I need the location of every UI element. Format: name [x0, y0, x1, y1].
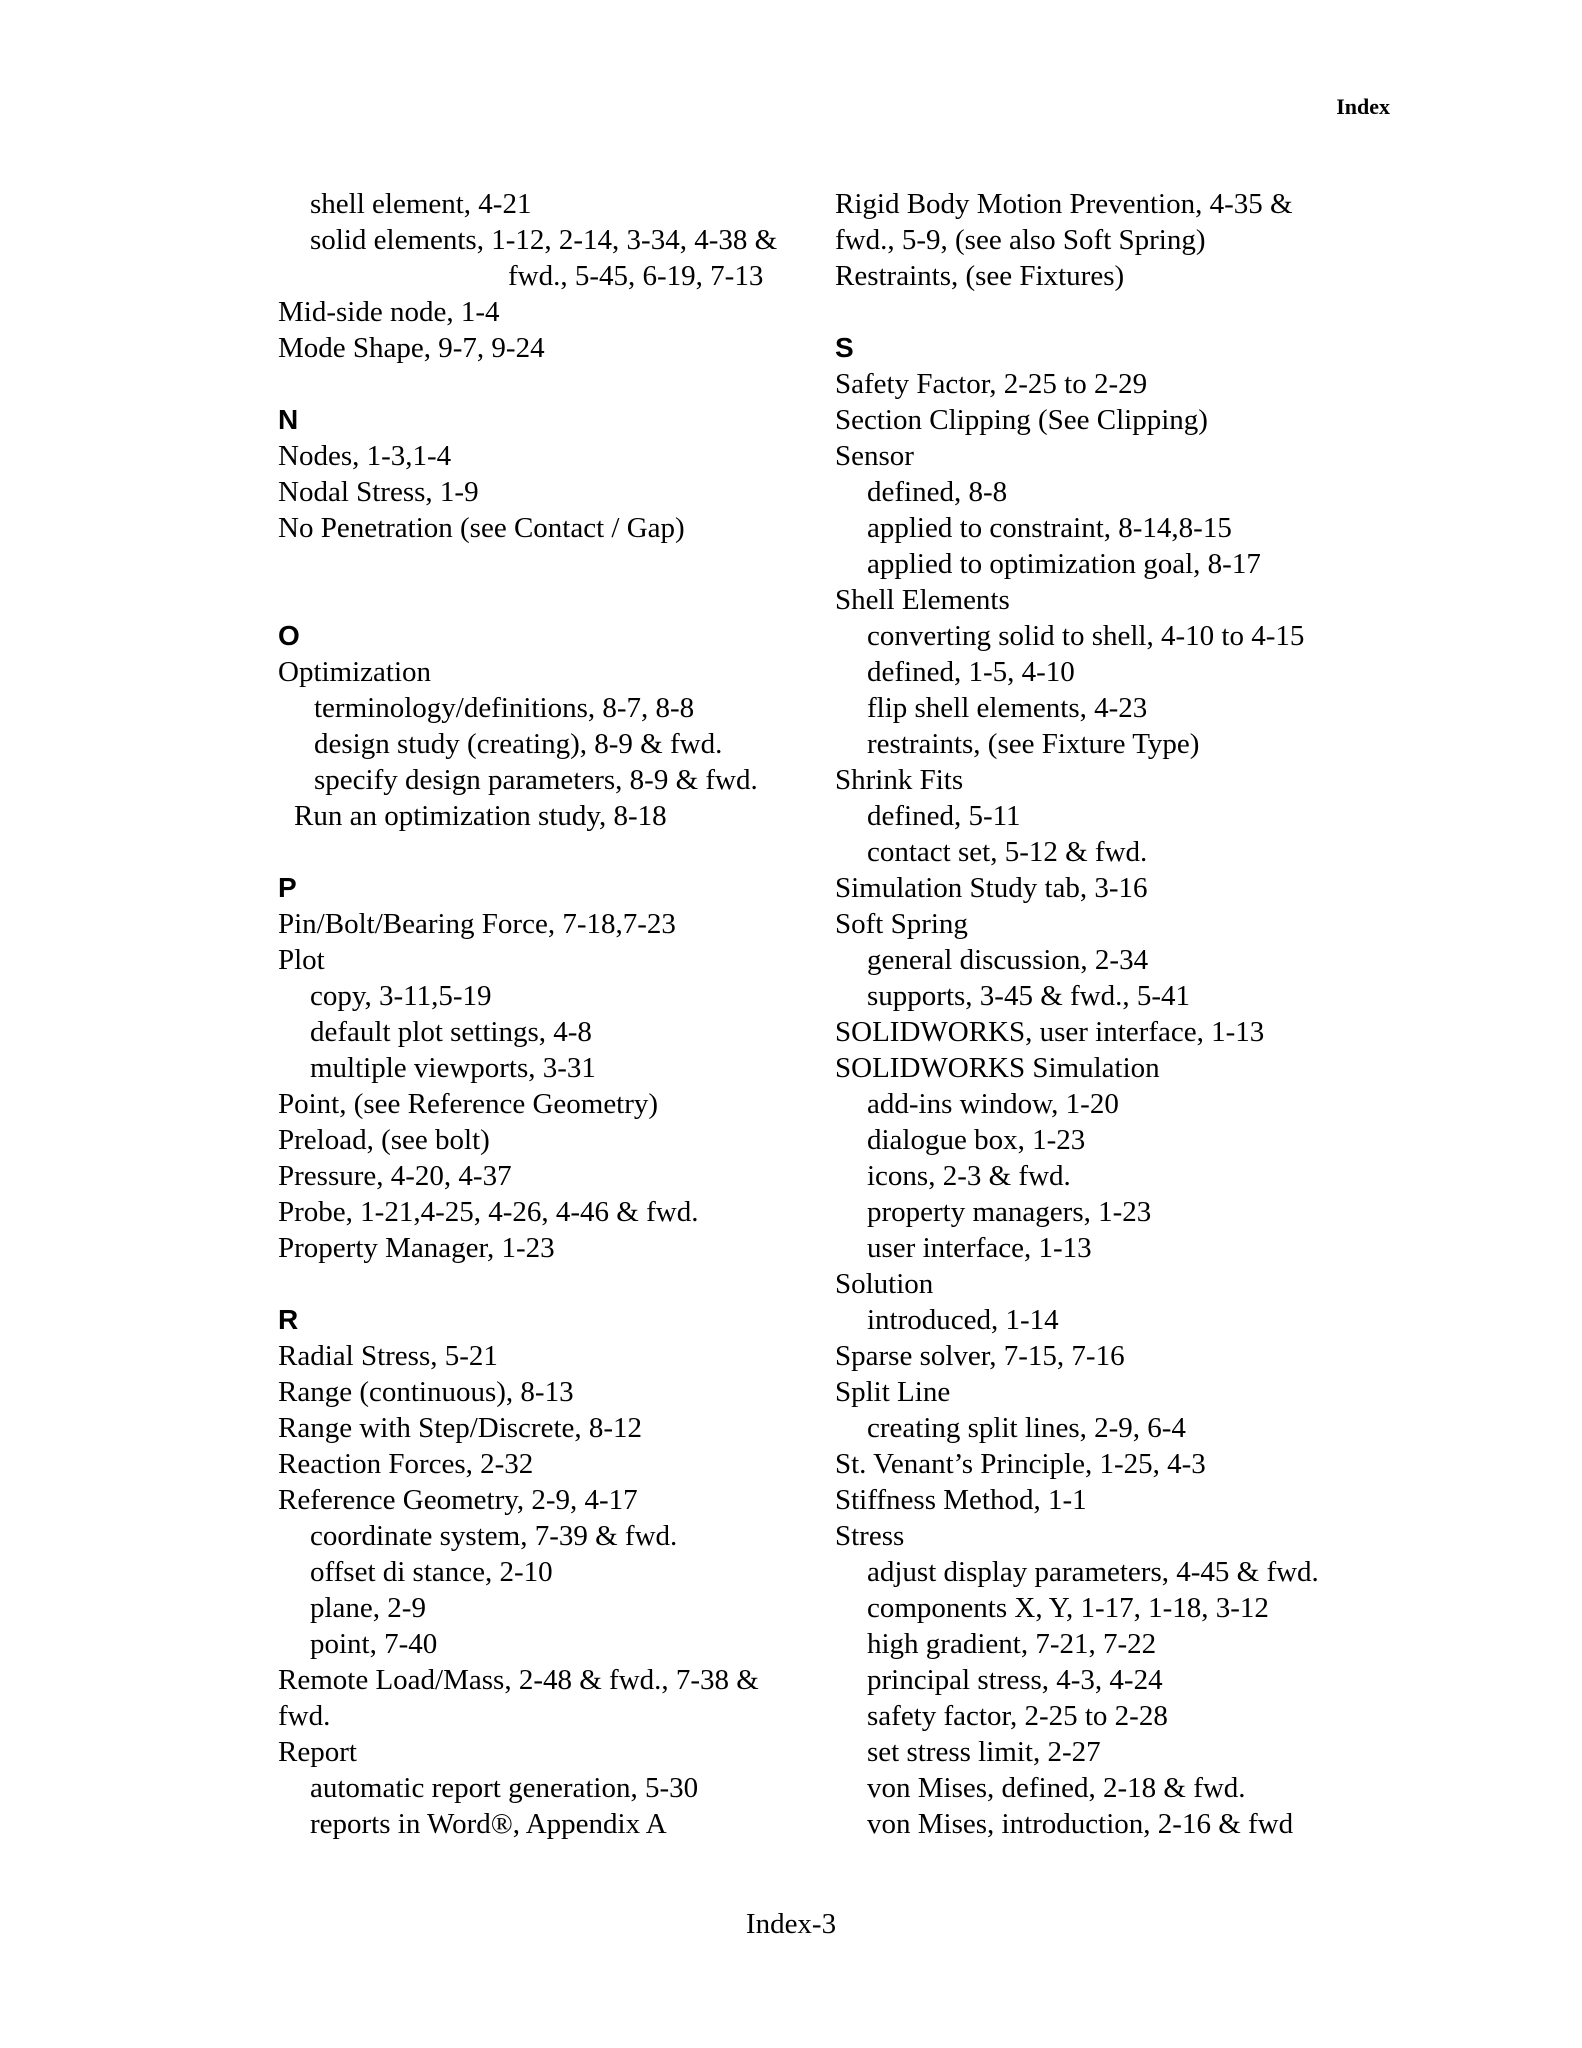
index-subentry: solid elements, 1-12, 2-14, 3-34, 4-38 & — [310, 224, 778, 256]
index-subentry: reports in Word®, Appendix A — [310, 1808, 667, 1840]
index-subentry: defined, 1-5, 4-10 — [867, 656, 1075, 688]
index-subentry: terminology/definitions, 8-7, 8-8 — [314, 692, 695, 724]
index-entry: Reference Geometry, 2-9, 4-17 — [278, 1484, 638, 1516]
index-entry: Stress — [835, 1520, 905, 1552]
index-subentry: automatic report generation, 5-30 — [310, 1772, 699, 1804]
index-subentry: coordinate system, 7-39 & fwd. — [310, 1520, 678, 1552]
page-number: Index-3 — [745, 1908, 837, 1940]
index-entry: No Penetration (see Contact / Gap) — [278, 512, 685, 544]
index-entry: Shell Elements — [835, 584, 1010, 616]
index-entry: Range with Step/Discrete, 8-12 — [278, 1412, 643, 1444]
index-subentry: add-ins window, 1-20 — [867, 1088, 1119, 1120]
index-entry: Report — [278, 1736, 357, 1768]
index-entry: Sparse solver, 7-15, 7-16 — [835, 1340, 1125, 1372]
index-subentry: introduced, 1-14 — [867, 1304, 1059, 1336]
index-subentry: safety factor, 2-25 to 2-28 — [867, 1700, 1168, 1732]
index-subentry: point, 7-40 — [310, 1628, 438, 1660]
index-subentry: Run an optimization study, 8-18 — [294, 800, 667, 832]
index-subentry: von Mises, introduction, 2-16 & fwd — [867, 1808, 1294, 1840]
right-index-column — [835, 186, 1395, 1842]
section-gap — [278, 366, 818, 402]
running-header: Index — [1336, 94, 1390, 119]
index-entry: Point, (see Reference Geometry) — [278, 1088, 659, 1120]
index-subentry: copy, 3-11,5-19 — [310, 980, 492, 1012]
index-entry: Optimization — [278, 656, 432, 688]
index-subentry: set stress limit, 2-27 — [867, 1736, 1101, 1768]
index-subentry: applied to optimization goal, 8-17 — [867, 548, 1261, 580]
index-entry: Pressure, 4-20, 4-37 — [278, 1160, 512, 1192]
index-entry: SOLIDWORKS Simulation — [835, 1052, 1160, 1084]
index-entry: Solution — [835, 1268, 934, 1300]
index-entry: Property Manager, 1-23 — [278, 1232, 555, 1264]
index-subentry: restraints, (see Fixture Type) — [867, 728, 1200, 760]
index-subentry: flip shell elements, 4-23 — [867, 692, 1148, 724]
index-entry: Shrink Fits — [835, 764, 964, 796]
index-entry: Remote Load/Mass, 2-48 & fwd., 7-38 & — [278, 1664, 759, 1696]
index-subentry: specify design parameters, 8-9 & fwd. — [314, 764, 758, 796]
index-subentry: user interface, 1-13 — [867, 1232, 1092, 1264]
index-subentry: von Mises, defined, 2-18 & fwd. — [867, 1772, 1246, 1804]
index-subentry: converting solid to shell, 4-10 to 4-15 — [867, 620, 1305, 652]
index-entry: Simulation Study tab, 3-16 — [835, 872, 1148, 904]
index-subentry: adjust display parameters, 4-45 & fwd. — [867, 1556, 1319, 1588]
index-entry: Plot — [278, 944, 325, 976]
index-entry: Rigid Body Motion Prevention, 4-35 & — [835, 188, 1293, 220]
index-entry: St. Venant’s Principle, 1-25, 4-3 — [835, 1448, 1206, 1480]
section-gap — [278, 546, 818, 618]
index-continuation: fwd., 5-45, 6-19, 7-13 — [508, 260, 764, 292]
index-subentry: icons, 2-3 & fwd. — [867, 1160, 1071, 1192]
index-entry: Restraints, (see Fixtures) — [835, 260, 1125, 292]
index-entry: Section Clipping (See Clipping) — [835, 404, 1208, 436]
index-subentry: offset di stance, 2-10 — [310, 1556, 553, 1588]
index-entry: Reaction Forces, 2-32 — [278, 1448, 534, 1480]
index-subentry: property managers, 1-23 — [867, 1196, 1152, 1228]
index-continuation: fwd., 5-9, (see also Soft Spring) — [835, 224, 1206, 256]
section-letter-s: S — [835, 332, 854, 363]
index-entry: Radial Stress, 5-21 — [278, 1340, 498, 1372]
index-subentry: principal stress, 4-3, 4-24 — [867, 1664, 1163, 1696]
index-entry: Soft Spring — [835, 908, 968, 940]
section-gap — [835, 294, 1395, 330]
index-subentry: defined, 5-11 — [867, 800, 1021, 832]
index-entry: Nodal Stress, 1-9 — [278, 476, 479, 508]
index-entry: Mid-side node, 1-4 — [278, 296, 500, 328]
index-subentry: applied to constraint, 8-14,8-15 — [867, 512, 1232, 544]
index-subentry: general discussion, 2-34 — [867, 944, 1149, 976]
index-subentry: creating split lines, 2-9, 6-4 — [867, 1412, 1186, 1444]
index-entry: Sensor — [835, 440, 914, 472]
index-continuation: fwd. — [278, 1700, 331, 1732]
index-subentry: shell element, 4-21 — [310, 188, 532, 220]
index-entry: Split Line — [835, 1376, 951, 1408]
index-entry: Stiffness Method, 1-1 — [835, 1484, 1087, 1516]
index-entry: Nodes, 1-3,1-4 — [278, 440, 452, 472]
index-entry: Safety Factor, 2-25 to 2-29 — [835, 368, 1148, 400]
index-entry: Preload, (see bolt) — [278, 1124, 490, 1156]
index-subentry: high gradient, 7-21, 7-22 — [867, 1628, 1157, 1660]
index-subentry: defined, 8-8 — [867, 476, 1008, 508]
index-entry: Pin/Bolt/Bearing Force, 7-18,7-23 — [278, 908, 676, 940]
index-subentry: components X, Y, 1-17, 1-18, 3-12 — [867, 1592, 1269, 1624]
left-index-column — [278, 186, 818, 1842]
section-letter-n: N — [278, 404, 299, 435]
index-subentry: default plot settings, 4-8 — [310, 1016, 592, 1048]
section-letter-p: P — [278, 872, 297, 903]
index-entry: Mode Shape, 9-7, 9-24 — [278, 332, 545, 364]
section-letter-r: R — [278, 1304, 299, 1335]
index-entry: Range (continuous), 8-13 — [278, 1376, 574, 1408]
section-letter-o: O — [278, 620, 300, 651]
index-subentry: dialogue box, 1-23 — [867, 1124, 1086, 1156]
index-subentry: supports, 3-45 & fwd., 5-41 — [867, 980, 1191, 1012]
index-subentry: plane, 2-9 — [310, 1592, 426, 1624]
section-gap — [278, 834, 818, 870]
index-subentry: design study (creating), 8-9 & fwd. — [314, 728, 723, 760]
index-entry: Probe, 1-21,4-25, 4-26, 4-46 & fwd. — [278, 1196, 699, 1228]
index-subentry: contact set, 5-12 & fwd. — [867, 836, 1148, 868]
index-subentry: multiple viewports, 3-31 — [310, 1052, 596, 1084]
section-gap — [278, 1266, 818, 1302]
index-entry: SOLIDWORKS, user interface, 1-13 — [835, 1016, 1265, 1048]
